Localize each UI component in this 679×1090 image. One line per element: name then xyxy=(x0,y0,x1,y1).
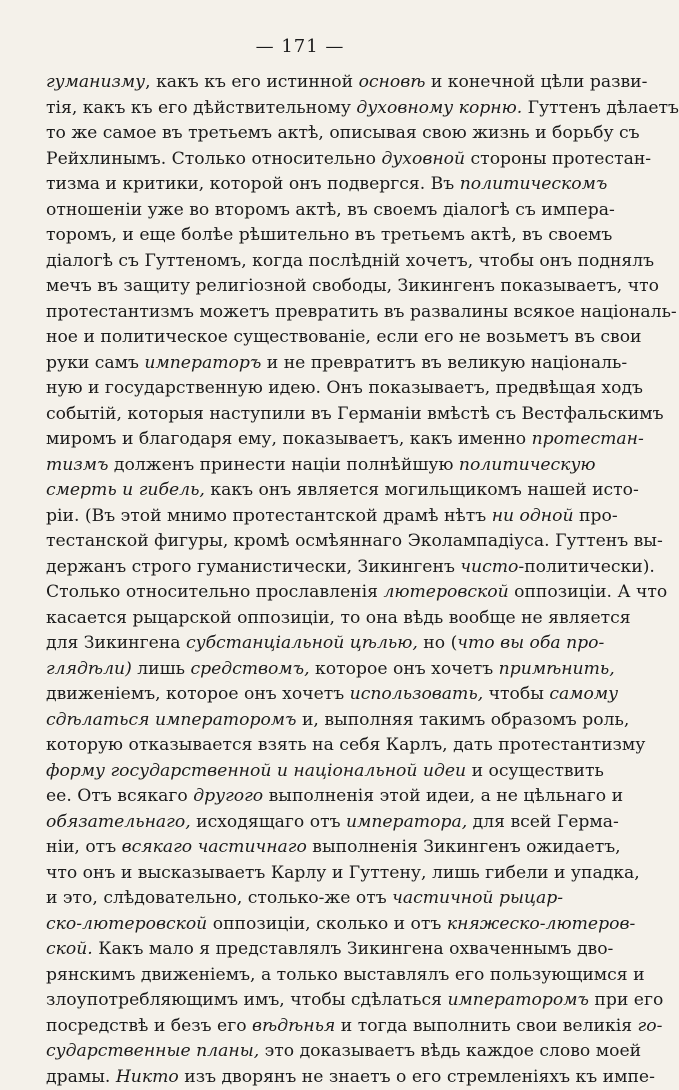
text-span: при его xyxy=(589,990,663,1010)
text-line xyxy=(46,198,554,224)
text-line xyxy=(46,810,554,836)
text-span: тизма и критики, которой онъ подвергся. Въ xyxy=(46,174,460,194)
text-span: и это, слѣдовательно, столько-же отъ xyxy=(46,888,392,908)
text-span: руки самъ xyxy=(46,353,144,373)
italic-span: ской. xyxy=(46,939,93,959)
text-span: и не превратитъ въ великую національ- xyxy=(261,353,627,373)
italic-span: всякаго частичнаго xyxy=(122,837,307,857)
text-line xyxy=(46,529,554,555)
text-span: ное и политическое существованіе, если его не возьметъ въ свои xyxy=(46,327,642,347)
italic-span: политическую xyxy=(459,455,596,475)
text-line xyxy=(46,351,554,377)
text-span: рянскимъ движеніемъ, а только выставлялъ его пользующимся и xyxy=(46,965,645,985)
text-span: діалогѣ съ Гуттеномъ, когда послѣдній хочетъ, чтобы онъ поднялъ xyxy=(46,251,654,271)
text-span: это доказываетъ вѣдь каждое слово моей xyxy=(259,1041,641,1061)
italic-span: Никто xyxy=(116,1067,179,1087)
text-span: держанъ строго гуманистически, Зикингенъ xyxy=(46,557,460,577)
italic-span: лютеровской xyxy=(383,582,508,602)
italic-span: субстанціальной цѣлью, xyxy=(186,633,418,653)
text-line xyxy=(46,70,554,96)
text-span: Какъ мало я представлялъ Зикингена охваченнымъ дво- xyxy=(93,939,614,959)
text-line xyxy=(46,376,554,402)
text-span: касается рыцарской оппозиціи, то она вѣдь вообще не является xyxy=(46,608,631,628)
text-span: драмы. xyxy=(46,1067,116,1087)
text-span: Столько относительно прославленія xyxy=(46,582,383,602)
text-line xyxy=(46,988,554,1014)
italic-span: императоромъ xyxy=(447,990,589,1010)
italic-span: чисто xyxy=(460,557,518,577)
text-line xyxy=(46,300,554,326)
text-span: что онъ и высказываетъ Карлу и Гуттену, лишь гибели и упадка, xyxy=(46,863,640,883)
text-line xyxy=(46,580,554,606)
text-span: мечъ въ защиту религіозной свободы, Зикингенъ показываетъ, что xyxy=(46,276,659,296)
text-span: ніи, отъ xyxy=(46,837,122,857)
text-span: оппозиціи. А что xyxy=(509,582,668,602)
italic-span: сдѣлаться императоромъ xyxy=(46,710,297,730)
italic-span: обязательнаго, xyxy=(46,812,191,832)
text-span: какъ онъ является могильщикомъ нашей исто- xyxy=(205,480,639,500)
text-span: тестанской фигуры, кромѣ осмѣяннаго Эколампадіуса. Гуттенъ вы- xyxy=(46,531,663,551)
italic-span: ни одной xyxy=(492,506,574,526)
italic-span: политическомъ xyxy=(460,174,608,194)
text-span: про- xyxy=(574,506,618,526)
text-span: для Зикингена xyxy=(46,633,186,653)
text-span: для всей Герма- xyxy=(467,812,619,832)
text-span: и тогда выполнить свои великія xyxy=(335,1016,637,1036)
text-span: выполненія этой идеи, а не цѣльнаго и xyxy=(263,786,623,806)
text-line xyxy=(46,274,554,300)
text-span: лишь xyxy=(132,659,191,679)
text-line xyxy=(46,733,554,759)
text-span: посредствѣ и безъ его xyxy=(46,1016,252,1036)
text-span: но ( xyxy=(418,633,457,653)
italic-span: ско-лютеровской xyxy=(46,914,207,934)
text-line xyxy=(46,912,554,938)
text-line xyxy=(46,325,554,351)
italic-span: смерть и гибель, xyxy=(46,480,205,500)
text-span: долженъ принести націи полнѣйшую xyxy=(108,455,458,475)
italic-span: частичной рыцар- xyxy=(392,888,563,908)
text-span: чтобы xyxy=(483,684,549,704)
text-line xyxy=(46,555,554,581)
italic-span: форму государственной и національной идеи xyxy=(46,761,466,781)
text-span: торомъ, и еще болѣе рѣшительно въ третьемъ актѣ, въ своемъ xyxy=(46,225,612,245)
text-span: и, выполняя такимъ образомъ роль, xyxy=(297,710,630,730)
text-span: и осуществить xyxy=(466,761,604,781)
text-line xyxy=(46,478,554,504)
text-line xyxy=(46,504,554,530)
text-line xyxy=(46,402,554,428)
text-line xyxy=(46,249,554,275)
text-span: движеніемъ, которое онъ хочетъ xyxy=(46,684,350,704)
text-line xyxy=(46,657,554,683)
text-line xyxy=(46,121,554,147)
italic-span: что вы оба про- xyxy=(457,633,604,653)
text-span: миромъ и благодаря ему, показываетъ, какъ именно xyxy=(46,429,532,449)
italic-span: княжеско-лютеров- xyxy=(447,914,635,934)
text-line xyxy=(46,1039,554,1065)
text-line xyxy=(46,223,554,249)
italic-span: вѣдѣнья xyxy=(252,1016,335,1036)
text-span: отношеніи уже во второмъ актѣ, въ своемъ діалогѣ съ импера- xyxy=(46,200,615,220)
text-span: выполненія Зикингенъ ожидаетъ, xyxy=(307,837,621,857)
text-span: Рейхлинымъ. Столько относительно xyxy=(46,149,381,169)
text-line xyxy=(46,886,554,912)
text-line xyxy=(46,1014,554,1040)
text-line xyxy=(46,963,554,989)
text-line xyxy=(46,631,554,657)
text-line xyxy=(46,937,554,963)
text-line xyxy=(46,835,554,861)
text-span: ріи. (Въ этой мнимо протестантской драмѣ нѣтъ xyxy=(46,506,492,526)
italic-span: основѣ xyxy=(359,72,426,92)
text-span: которое онъ хочетъ xyxy=(310,659,499,679)
text-span: ную и государственную идею. Онъ показываетъ, предвѣщая ходъ xyxy=(46,378,643,398)
italic-span: духовному корню. xyxy=(356,98,522,118)
text-line xyxy=(46,708,554,734)
text-line xyxy=(46,682,554,708)
text-span: -политически). xyxy=(518,557,654,577)
text-span: ее. Отъ всякаго xyxy=(46,786,193,806)
text-line xyxy=(46,606,554,632)
body-text xyxy=(46,70,554,1090)
italic-span: примѣнить, xyxy=(499,659,615,679)
text-span: событій, которыя наступили въ Германіи вмѣстѣ съ Вестфальскимъ xyxy=(46,404,664,424)
text-span: стороны протестан- xyxy=(465,149,651,169)
text-line xyxy=(46,96,554,122)
text-span: оппозиціи, сколько и отъ xyxy=(207,914,447,934)
italic-span: гуманизму xyxy=(46,72,145,92)
text-span: изъ дворянъ не знаетъ о его стремленіяхъ къ импе- xyxy=(179,1067,655,1087)
italic-span: средствомъ, xyxy=(190,659,309,679)
italic-span: протестан- xyxy=(532,429,644,449)
text-span: которую отказывается взять на себя Карлъ, дать протестантизму xyxy=(46,735,645,755)
italic-span: императоръ xyxy=(144,353,261,373)
italic-span: императора, xyxy=(346,812,467,832)
text-span: протестантизмъ можетъ превратить въ развалины всякое національ- xyxy=(46,302,677,322)
text-span: и конечной цѣли разви- xyxy=(425,72,647,92)
text-span: злоупотребляющимъ имъ, чтобы сдѣлаться xyxy=(46,990,447,1010)
text-line xyxy=(46,427,554,453)
italic-span: использовать, xyxy=(350,684,484,704)
italic-span: го- xyxy=(638,1016,663,1036)
italic-span: самому xyxy=(549,684,618,704)
text-span: исходящаго отъ xyxy=(191,812,346,832)
text-line xyxy=(46,1065,554,1090)
italic-span: глядѣли) xyxy=(46,659,132,679)
text-line xyxy=(46,784,554,810)
text-span: тія, какъ къ его дѣйствительному xyxy=(46,98,356,118)
text-line xyxy=(46,861,554,887)
italic-span: тизмъ xyxy=(46,455,108,475)
text-span: , какъ къ его истинной xyxy=(145,72,358,92)
italic-span: другого xyxy=(193,786,263,806)
text-span: то же самое въ третьемъ актѣ, описывая свою жизнь и борьбу съ xyxy=(46,123,640,143)
text-line xyxy=(46,172,554,198)
italic-span: сударственные планы, xyxy=(46,1041,259,1061)
page-number: — 171 — xyxy=(0,36,600,57)
italic-span: духовной xyxy=(381,149,465,169)
text-line xyxy=(46,453,554,479)
text-line xyxy=(46,759,554,785)
text-line xyxy=(46,147,554,173)
text-span: Гуттенъ дѣлаетъ xyxy=(522,98,679,118)
